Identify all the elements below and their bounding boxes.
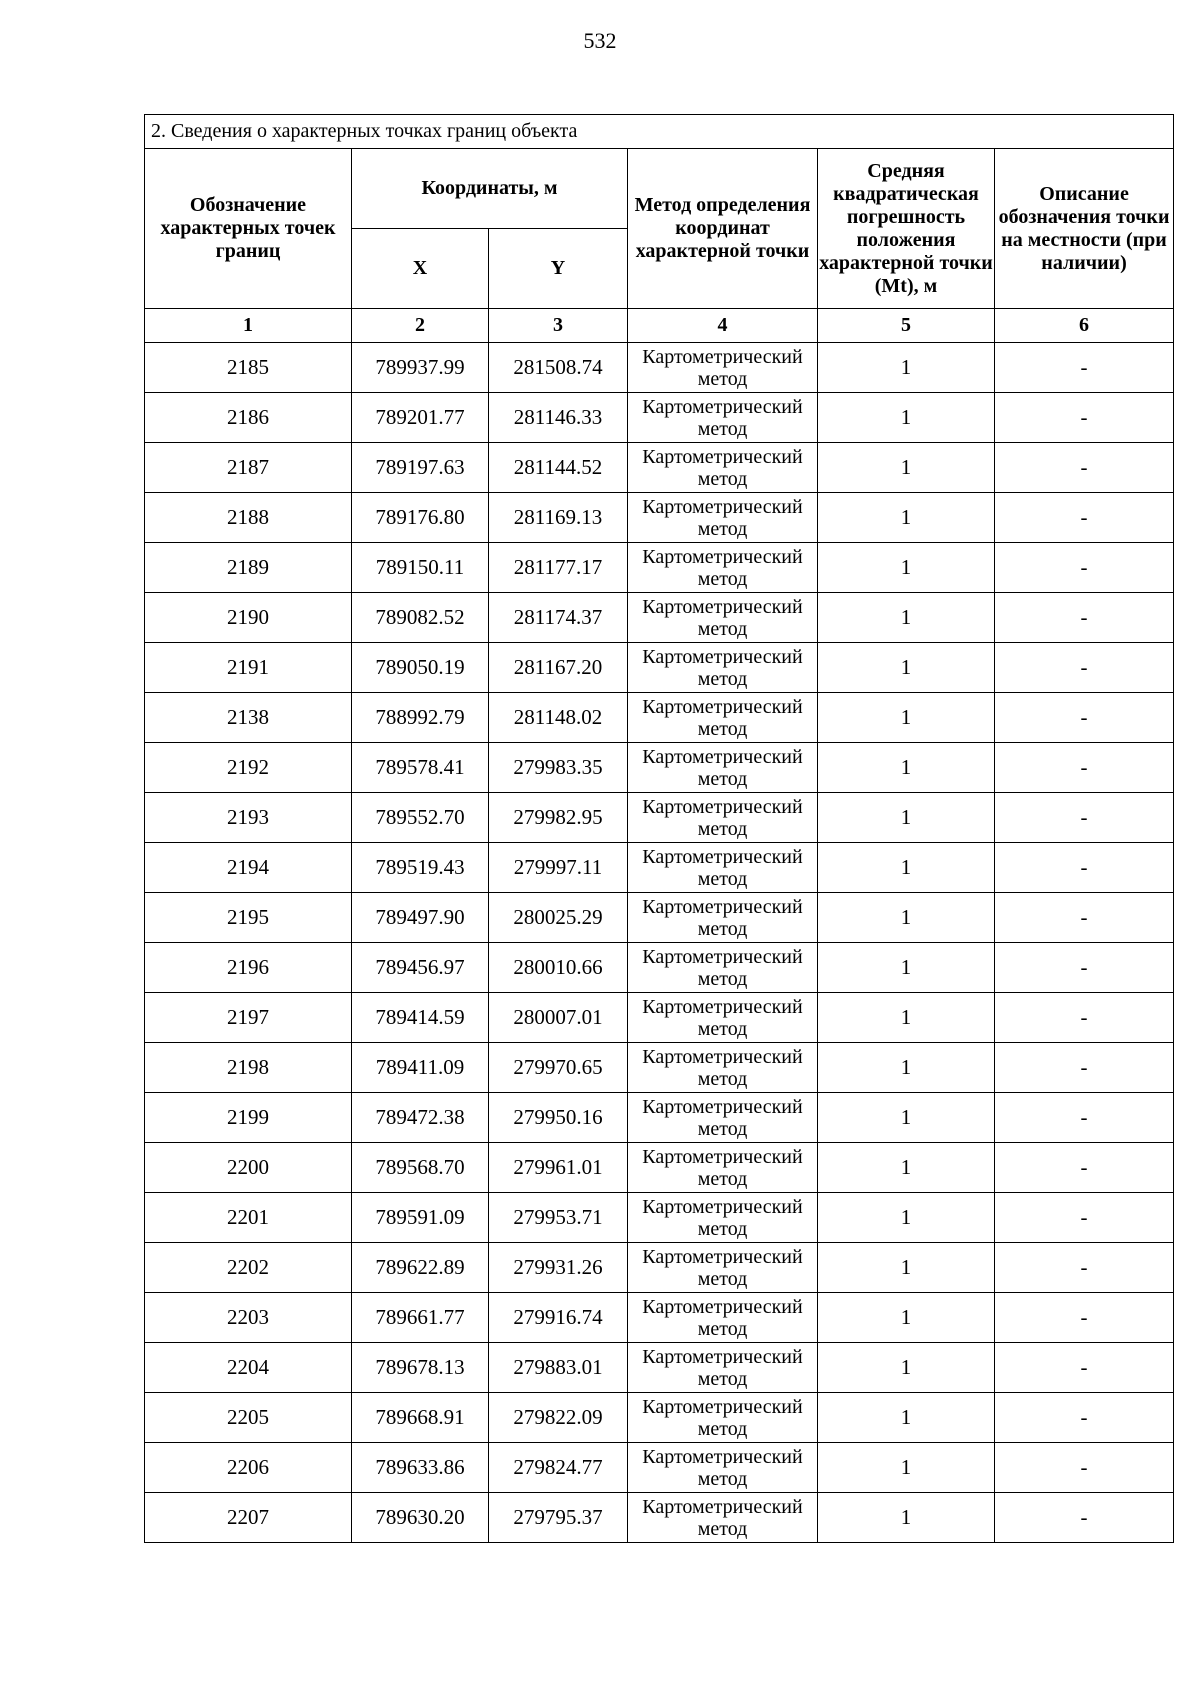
x-cell: 789456.97 bbox=[352, 943, 489, 993]
description-cell: - bbox=[995, 393, 1174, 443]
y-cell: 279950.16 bbox=[489, 1093, 628, 1143]
y-cell: 279982.95 bbox=[489, 793, 628, 843]
x-cell: 789082.52 bbox=[352, 593, 489, 643]
method-cell: Картометрический метод bbox=[628, 1193, 818, 1243]
table-row bbox=[145, 843, 1174, 893]
description-cell: - bbox=[995, 1393, 1174, 1443]
y-cell: 281144.52 bbox=[489, 443, 628, 493]
description-cell: - bbox=[995, 693, 1174, 743]
table-row bbox=[145, 493, 1174, 543]
error-cell: 1 bbox=[818, 1093, 995, 1143]
x-cell: 789519.43 bbox=[352, 843, 489, 893]
error-cell: 1 bbox=[818, 593, 995, 643]
header-coordinates: Координаты, м bbox=[352, 149, 628, 229]
error-cell: 1 bbox=[818, 943, 995, 993]
x-cell: 789176.80 bbox=[352, 493, 489, 543]
y-cell: 279953.71 bbox=[489, 1193, 628, 1243]
error-cell: 1 bbox=[818, 993, 995, 1043]
y-cell: 281148.02 bbox=[489, 693, 628, 743]
error-cell: 1 bbox=[818, 443, 995, 493]
y-cell: 279916.74 bbox=[489, 1293, 628, 1343]
header-description: Описание обозначения точки на местности (при наличии) bbox=[995, 149, 1174, 309]
method-cell: Картометрический метод bbox=[628, 1093, 818, 1143]
table-row bbox=[145, 1043, 1174, 1093]
error-cell: 1 bbox=[818, 343, 995, 393]
error-cell: 1 bbox=[818, 1393, 995, 1443]
description-cell: - bbox=[995, 1243, 1174, 1293]
x-cell: 789150.11 bbox=[352, 543, 489, 593]
error-cell: 1 bbox=[818, 893, 995, 943]
y-cell: 279822.09 bbox=[489, 1393, 628, 1443]
point-cell: 2203 bbox=[145, 1293, 352, 1343]
method-cell: Картометрический метод bbox=[628, 393, 818, 443]
description-cell: - bbox=[995, 743, 1174, 793]
method-cell: Картометрический метод bbox=[628, 1293, 818, 1343]
point-cell: 2200 bbox=[145, 1143, 352, 1193]
description-cell: - bbox=[995, 793, 1174, 843]
table-row bbox=[145, 693, 1174, 743]
description-cell: - bbox=[995, 1193, 1174, 1243]
point-cell: 2202 bbox=[145, 1243, 352, 1293]
point-cell: 2191 bbox=[145, 643, 352, 693]
method-cell: Картометрический метод bbox=[628, 943, 818, 993]
x-cell: 789661.77 bbox=[352, 1293, 489, 1343]
method-cell: Картометрический метод bbox=[628, 493, 818, 543]
method-cell: Картометрический метод bbox=[628, 993, 818, 1043]
error-cell: 1 bbox=[818, 1293, 995, 1343]
table-row bbox=[145, 1143, 1174, 1193]
table-row bbox=[145, 1393, 1174, 1443]
point-cell: 2189 bbox=[145, 543, 352, 593]
point-cell: 2187 bbox=[145, 443, 352, 493]
table-row bbox=[145, 593, 1174, 643]
point-cell: 2199 bbox=[145, 1093, 352, 1143]
point-cell: 2201 bbox=[145, 1193, 352, 1243]
x-cell: 789937.99 bbox=[352, 343, 489, 393]
y-cell: 280010.66 bbox=[489, 943, 628, 993]
description-cell: - bbox=[995, 1043, 1174, 1093]
y-cell: 281146.33 bbox=[489, 393, 628, 443]
column-number: 5 bbox=[818, 309, 995, 343]
error-cell: 1 bbox=[818, 1443, 995, 1493]
x-cell: 789591.09 bbox=[352, 1193, 489, 1243]
x-cell: 789630.20 bbox=[352, 1493, 489, 1543]
point-cell: 2194 bbox=[145, 843, 352, 893]
table-row bbox=[145, 1343, 1174, 1393]
point-cell: 2193 bbox=[145, 793, 352, 843]
point-cell: 2138 bbox=[145, 693, 352, 743]
y-cell: 281169.13 bbox=[489, 493, 628, 543]
y-cell: 279883.01 bbox=[489, 1343, 628, 1393]
error-cell: 1 bbox=[818, 793, 995, 843]
header-method: Метод определения координат характерной точки bbox=[628, 149, 818, 309]
x-cell: 789497.90 bbox=[352, 893, 489, 943]
x-cell: 789678.13 bbox=[352, 1343, 489, 1393]
table-row bbox=[145, 643, 1174, 693]
point-cell: 2185 bbox=[145, 343, 352, 393]
description-cell: - bbox=[995, 1493, 1174, 1543]
table-row bbox=[145, 993, 1174, 1043]
x-cell: 789201.77 bbox=[352, 393, 489, 443]
y-cell: 279983.35 bbox=[489, 743, 628, 793]
description-cell: - bbox=[995, 1443, 1174, 1493]
description-cell: - bbox=[995, 1093, 1174, 1143]
description-cell: - bbox=[995, 993, 1174, 1043]
y-cell: 281177.17 bbox=[489, 543, 628, 593]
table-title: 2. Сведения о характерных точках границ объекта bbox=[145, 115, 1174, 149]
column-number: 6 bbox=[995, 309, 1174, 343]
description-cell: - bbox=[995, 543, 1174, 593]
method-cell: Картометрический метод bbox=[628, 893, 818, 943]
x-cell: 789568.70 bbox=[352, 1143, 489, 1193]
table-row bbox=[145, 893, 1174, 943]
x-cell: 789197.63 bbox=[352, 443, 489, 493]
description-cell: - bbox=[995, 593, 1174, 643]
x-cell: 789578.41 bbox=[352, 743, 489, 793]
table-row bbox=[145, 793, 1174, 843]
error-cell: 1 bbox=[818, 843, 995, 893]
column-numbers-row bbox=[145, 309, 1174, 343]
method-cell: Картометрический метод bbox=[628, 543, 818, 593]
y-cell: 279931.26 bbox=[489, 1243, 628, 1293]
point-cell: 2204 bbox=[145, 1343, 352, 1393]
column-number: 2 bbox=[352, 309, 489, 343]
point-cell: 2207 bbox=[145, 1493, 352, 1543]
x-cell: 789472.38 bbox=[352, 1093, 489, 1143]
column-number: 3 bbox=[489, 309, 628, 343]
description-cell: - bbox=[995, 1293, 1174, 1343]
table-row bbox=[145, 543, 1174, 593]
table-row bbox=[145, 443, 1174, 493]
method-cell: Картометрический метод bbox=[628, 643, 818, 693]
error-cell: 1 bbox=[818, 643, 995, 693]
x-cell: 789050.19 bbox=[352, 643, 489, 693]
error-cell: 1 bbox=[818, 1043, 995, 1093]
description-cell: - bbox=[995, 643, 1174, 693]
boundary-points-table bbox=[144, 114, 1174, 1543]
error-cell: 1 bbox=[818, 693, 995, 743]
x-cell: 789414.59 bbox=[352, 993, 489, 1043]
y-cell: 281167.20 bbox=[489, 643, 628, 693]
column-number: 4 bbox=[628, 309, 818, 343]
method-cell: Картометрический метод bbox=[628, 343, 818, 393]
method-cell: Картометрический метод bbox=[628, 1343, 818, 1393]
y-cell: 280007.01 bbox=[489, 993, 628, 1043]
x-cell: 789633.86 bbox=[352, 1443, 489, 1493]
y-cell: 281508.74 bbox=[489, 343, 628, 393]
error-cell: 1 bbox=[818, 393, 995, 443]
y-cell: 279961.01 bbox=[489, 1143, 628, 1193]
point-cell: 2190 bbox=[145, 593, 352, 643]
x-cell: 788992.79 bbox=[352, 693, 489, 743]
point-cell: 2195 bbox=[145, 893, 352, 943]
x-cell: 789668.91 bbox=[352, 1393, 489, 1443]
header-error: Средняя квадратическая погрешность положения характерной точки (Mt), м bbox=[818, 149, 995, 309]
point-cell: 2186 bbox=[145, 393, 352, 443]
description-cell: - bbox=[995, 443, 1174, 493]
point-cell: 2206 bbox=[145, 1443, 352, 1493]
point-cell: 2198 bbox=[145, 1043, 352, 1093]
point-cell: 2196 bbox=[145, 943, 352, 993]
table-row bbox=[145, 943, 1174, 993]
error-cell: 1 bbox=[818, 543, 995, 593]
header-x: X bbox=[352, 229, 489, 309]
table-row bbox=[145, 343, 1174, 393]
table-row bbox=[145, 393, 1174, 443]
table-row bbox=[145, 1293, 1174, 1343]
description-cell: - bbox=[995, 843, 1174, 893]
method-cell: Картометрический метод bbox=[628, 1043, 818, 1093]
method-cell: Картометрический метод bbox=[628, 1443, 818, 1493]
description-cell: - bbox=[995, 893, 1174, 943]
table-row bbox=[145, 1093, 1174, 1143]
table-row bbox=[145, 1493, 1174, 1543]
header-y: Y bbox=[489, 229, 628, 309]
column-number: 1 bbox=[145, 309, 352, 343]
y-cell: 279795.37 bbox=[489, 1493, 628, 1543]
point-cell: 2188 bbox=[145, 493, 352, 543]
table-body bbox=[145, 343, 1174, 1543]
x-cell: 789552.70 bbox=[352, 793, 489, 843]
method-cell: Картометрический метод bbox=[628, 693, 818, 743]
table-row bbox=[145, 1443, 1174, 1493]
y-cell: 281174.37 bbox=[489, 593, 628, 643]
point-cell: 2205 bbox=[145, 1393, 352, 1443]
point-cell: 2197 bbox=[145, 993, 352, 1043]
x-cell: 789622.89 bbox=[352, 1243, 489, 1293]
method-cell: Картометрический метод bbox=[628, 593, 818, 643]
error-cell: 1 bbox=[818, 1493, 995, 1543]
method-cell: Картометрический метод bbox=[628, 1243, 818, 1293]
error-cell: 1 bbox=[818, 1193, 995, 1243]
header-designation: Обозначение характерных точек границ bbox=[145, 149, 352, 309]
method-cell: Картометрический метод bbox=[628, 843, 818, 893]
x-cell: 789411.09 bbox=[352, 1043, 489, 1093]
error-cell: 1 bbox=[818, 1243, 995, 1293]
description-cell: - bbox=[995, 343, 1174, 393]
error-cell: 1 bbox=[818, 1343, 995, 1393]
table-row bbox=[145, 1193, 1174, 1243]
error-cell: 1 bbox=[818, 743, 995, 793]
description-cell: - bbox=[995, 943, 1174, 993]
y-cell: 279970.65 bbox=[489, 1043, 628, 1093]
table-row bbox=[145, 743, 1174, 793]
y-cell: 280025.29 bbox=[489, 893, 628, 943]
method-cell: Картометрический метод bbox=[628, 1393, 818, 1443]
method-cell: Картометрический метод bbox=[628, 743, 818, 793]
method-cell: Картометрический метод bbox=[628, 1493, 818, 1543]
error-cell: 1 bbox=[818, 493, 995, 543]
y-cell: 279997.11 bbox=[489, 843, 628, 893]
error-cell: 1 bbox=[818, 1143, 995, 1193]
method-cell: Картометрический метод bbox=[628, 1143, 818, 1193]
method-cell: Картометрический метод bbox=[628, 443, 818, 493]
page-number: 532 bbox=[583, 28, 617, 53]
description-cell: - bbox=[995, 1343, 1174, 1393]
point-cell: 2192 bbox=[145, 743, 352, 793]
method-cell: Картометрический метод bbox=[628, 793, 818, 843]
description-cell: - bbox=[995, 1143, 1174, 1193]
y-cell: 279824.77 bbox=[489, 1443, 628, 1493]
description-cell: - bbox=[995, 493, 1174, 543]
table-row bbox=[145, 1243, 1174, 1293]
